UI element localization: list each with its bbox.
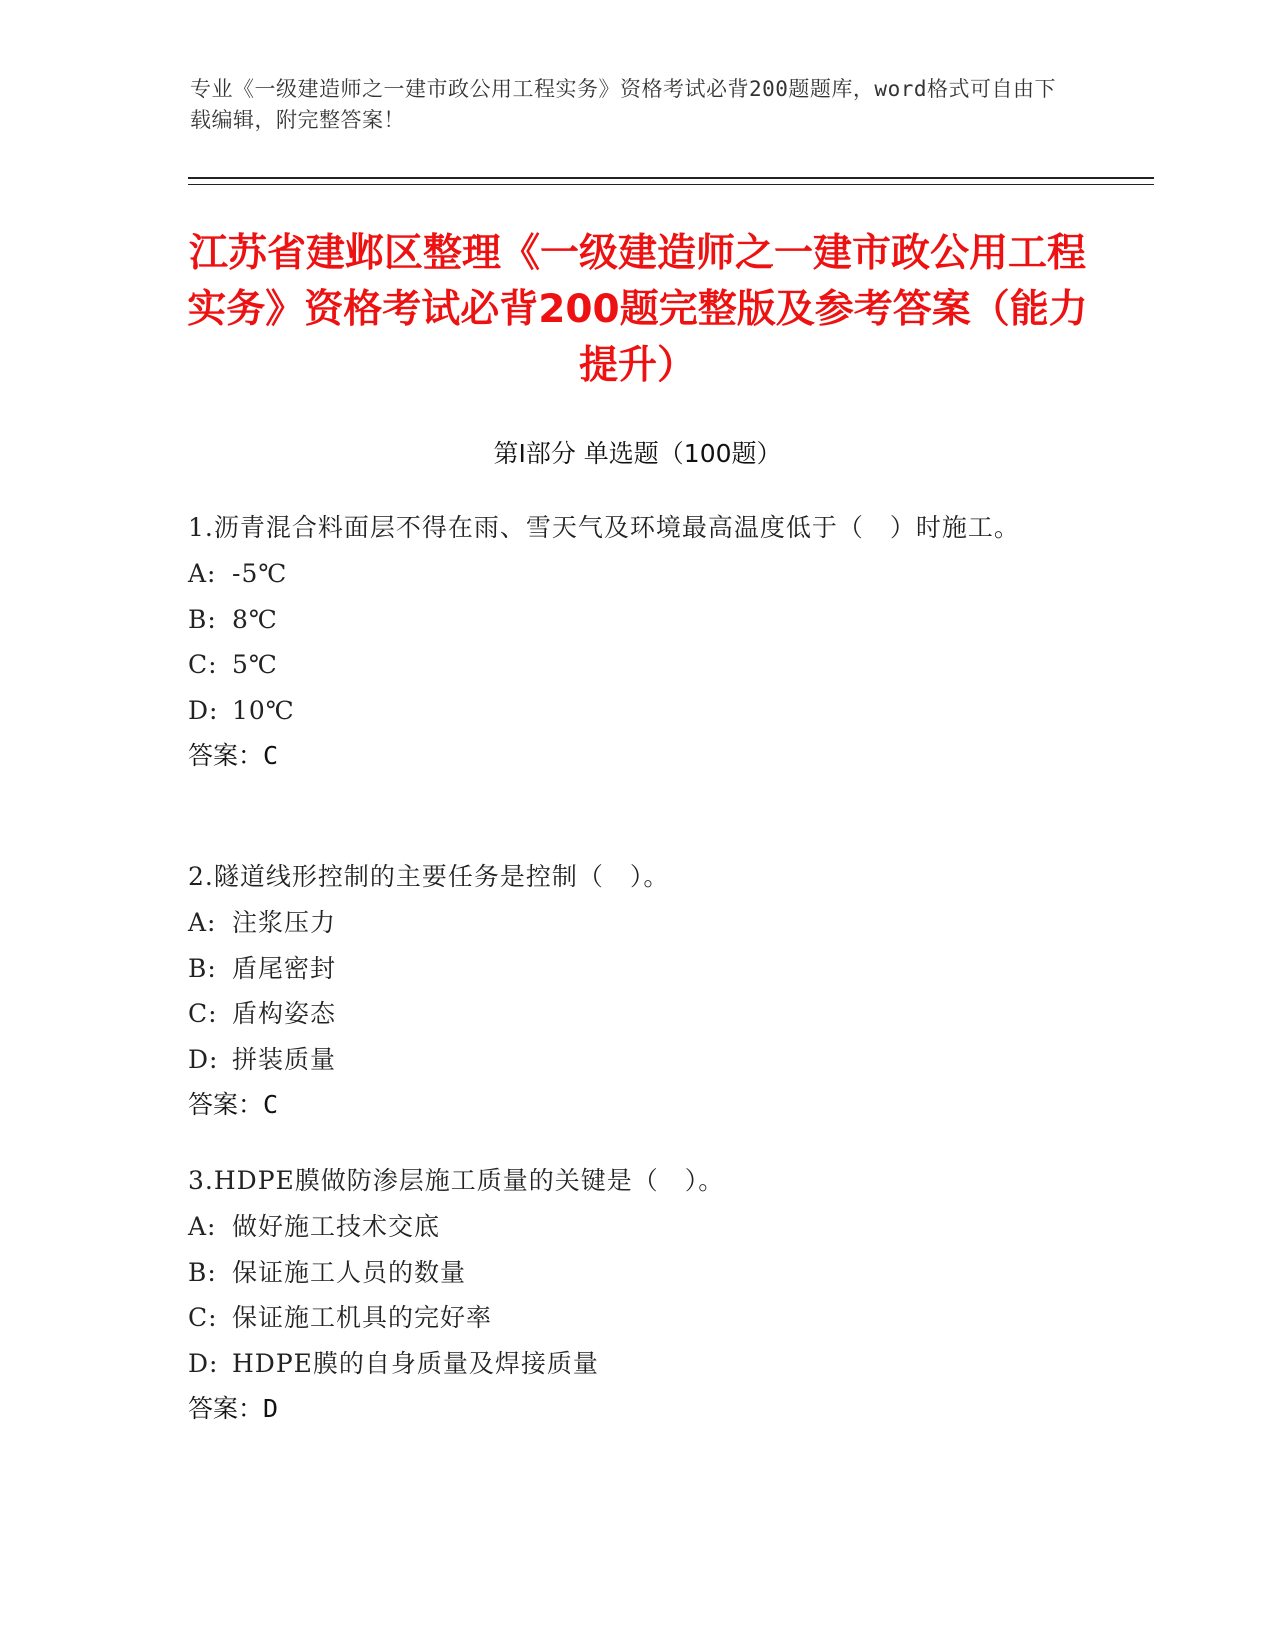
option-text: 10℃	[232, 695, 295, 725]
option-b	[188, 1250, 1068, 1296]
option-text: 5℃	[232, 650, 278, 679]
option-text: 拼装质量	[232, 1044, 337, 1074]
option-text: 8℃	[232, 604, 278, 634]
option-a	[188, 1204, 1068, 1250]
answer-value: C	[263, 741, 279, 770]
answer-line	[188, 1386, 1068, 1431]
option-a	[188, 551, 1068, 597]
option-a	[188, 900, 1068, 946]
option-d	[188, 688, 1068, 734]
option-d	[188, 1037, 1068, 1083]
option-key: C:	[188, 650, 218, 679]
option-d	[188, 1341, 1068, 1387]
option-key: B:	[188, 604, 217, 634]
header-divider-thick	[188, 177, 1154, 179]
header-note: 专业《一级建造师之一建市政公用工程实务》资格考试必背200题题库，word格式可自由下载编辑，附完整答案！	[190, 77, 1056, 132]
option-text: HDPE膜的自身质量及焊接质量	[232, 1348, 599, 1378]
answer-label: 答案：	[188, 741, 264, 770]
option-c	[188, 991, 1068, 1037]
option-b	[188, 946, 1068, 992]
section-heading: 第Ⅰ部分 单选题（100题）	[493, 439, 782, 468]
question-stem: 1.沥青混合料面层不得在雨、雪天气及环境最高温度低于（ ）时施工。	[188, 513, 1020, 542]
option-text: 保证施工机具的完好率	[232, 1303, 493, 1332]
option-text: 盾构姿态	[232, 999, 337, 1028]
question-2	[188, 854, 1068, 1127]
question-stem: 3.HDPE膜做防渗层施工质量的关键是（ ）。	[188, 1166, 725, 1195]
option-text: 保证施工人员的数量	[232, 1257, 467, 1287]
answer-line	[188, 1082, 1068, 1127]
header-divider-thin	[188, 184, 1154, 185]
option-text: 盾尾密封	[232, 953, 337, 983]
option-key: D:	[188, 1348, 219, 1378]
option-text: 做好施工技术交底	[232, 1212, 441, 1241]
option-c	[188, 1295, 1068, 1341]
option-b	[188, 597, 1068, 643]
answer-value: C	[263, 1090, 279, 1119]
option-key: D:	[188, 1044, 219, 1074]
option-key: B:	[188, 953, 217, 983]
option-key: A:	[188, 1212, 217, 1241]
option-key: D:	[188, 695, 219, 725]
option-key: A:	[188, 559, 217, 588]
answer-label: 答案：	[188, 1090, 264, 1119]
question-1	[188, 505, 1068, 778]
option-key: A:	[188, 908, 217, 937]
answer-label: 答案：	[188, 1394, 264, 1423]
question-stem: 2.隧道线形控制的主要任务是控制（ ）。	[188, 862, 670, 891]
option-text: 注浆压力	[232, 908, 337, 937]
option-text: -5℃	[232, 559, 288, 588]
option-key: C:	[188, 1303, 218, 1332]
answer-value: D	[263, 1394, 279, 1423]
question-3	[188, 1158, 1068, 1431]
document-title: 江苏省建邺区整理《一级建造师之一建市政公用工程实务》资格考试必背200题完整版及参考答案（能力提升）	[187, 231, 1088, 388]
option-key: B:	[188, 1257, 217, 1287]
answer-line	[188, 733, 1068, 778]
option-key: C:	[188, 999, 218, 1028]
option-c	[188, 642, 1068, 688]
